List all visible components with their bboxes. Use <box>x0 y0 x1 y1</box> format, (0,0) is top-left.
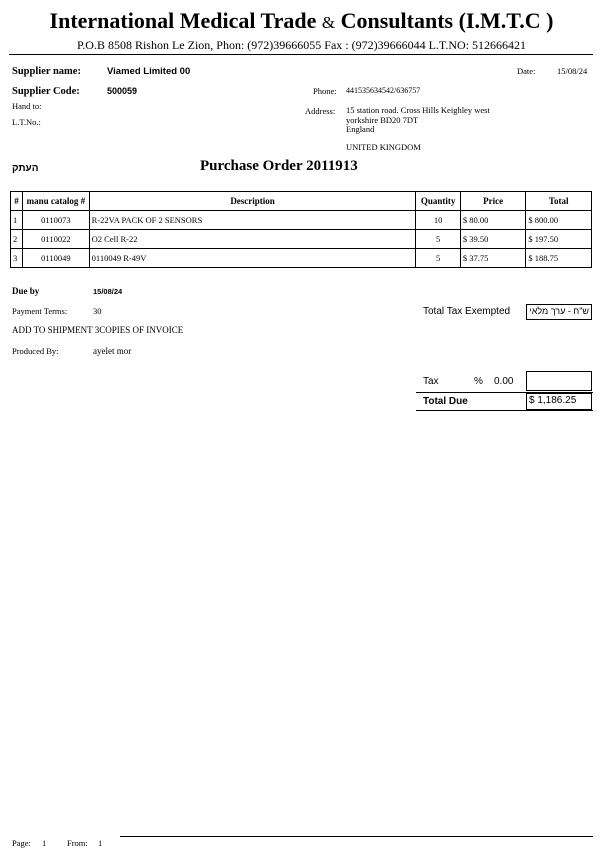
header-num: # <box>11 192 23 211</box>
tax-exempted-label: Total Tax Exempted <box>423 306 511 317</box>
address-block <box>346 106 490 135</box>
items-table <box>10 191 592 268</box>
header-divider <box>9 54 593 55</box>
row-quantity: 5 <box>416 230 460 249</box>
row-price: $ 39.50 <box>460 230 526 249</box>
row-quantity: 10 <box>416 211 460 230</box>
company-name <box>0 8 603 34</box>
row-num: 1 <box>11 211 23 230</box>
company-contact-line: P.O.B 8508 Rishon Le Zion, Phon: (972)39666055 Fax : (972)39666044 L.T.NO: 512666421 <box>76 38 527 52</box>
company-name-end: Consultants (I.M.T.C ) <box>340 8 554 33</box>
table-row <box>11 249 592 268</box>
supplier-code-label: Supplier Code: <box>12 86 80 97</box>
payment-terms-label: Payment Terms: <box>12 306 68 316</box>
produced-by-value: ayelet mor <box>93 346 132 356</box>
phone-value: 441535634542/636757 <box>346 86 421 95</box>
page-value: 1 <box>42 838 47 848</box>
row-catalog: 0110049 <box>23 249 90 268</box>
row-num: 2 <box>11 230 23 249</box>
from-value: 1 <box>98 838 103 848</box>
address-line-1: 15 station road. Cross Hills Keighley west <box>346 105 490 115</box>
supplier-code-value: 500059 <box>107 86 138 96</box>
row-description: O2 Cell R-22 <box>89 230 416 249</box>
purchase-order-title: Purchase Order 2011913 <box>200 158 358 174</box>
supplier-name-value: Viamed Limited 00 <box>107 66 191 77</box>
row-quantity: 5 <box>416 249 460 268</box>
total-due-label: Total Due <box>423 396 468 407</box>
header-description: Description <box>89 192 416 211</box>
produced-by-label: Produced By: <box>12 346 59 356</box>
header-total: Total <box>526 192 592 211</box>
row-num: 3 <box>11 249 23 268</box>
total-due-value: $ 1,186.25 <box>526 393 592 410</box>
hand-to-label: Hand to: <box>12 101 42 111</box>
header-price: Price <box>460 192 526 211</box>
table-row <box>11 211 592 230</box>
phone-label: Phone: <box>313 86 337 96</box>
tax-exempted-value: ש"ח - ערך מלאי <box>526 304 592 320</box>
row-total: $ 800.00 <box>526 211 592 230</box>
tax-percent-sign: % <box>474 376 483 387</box>
address-label: Address: <box>305 106 336 116</box>
from-label: From: <box>67 838 88 848</box>
row-catalog: 0110073 <box>23 211 90 230</box>
due-by-value: 15/08/24 <box>93 287 123 296</box>
table-row <box>11 230 592 249</box>
date-value: 15/08/24 <box>557 66 588 76</box>
header-catalog: manu catalog # <box>23 192 90 211</box>
footer-divider <box>120 836 593 837</box>
company-name-main: International Medical Trade <box>49 8 317 33</box>
totals-divider-bottom <box>416 410 593 411</box>
row-description: 0110049 R-49V <box>89 249 416 268</box>
row-price: $ 37.75 <box>460 249 526 268</box>
tax-amount-box <box>526 371 592 391</box>
shipment-note: ADD TO SHIPMENT 3COPIES OF INVOICE <box>12 325 184 335</box>
address-line-2: yorkshire BD20 7DT <box>346 114 419 125</box>
date-label: Date: <box>517 66 536 76</box>
row-total: $ 197.50 <box>526 230 592 249</box>
supplier-name-label: Supplier name: <box>12 66 81 77</box>
address-line-4: UNITED KINGDOM <box>346 142 421 152</box>
lt-no-label: L.T.No.: <box>12 117 41 127</box>
company-name-ampersand: & <box>321 13 336 32</box>
payment-terms-value: 30 <box>93 306 102 316</box>
row-catalog: 0110022 <box>23 230 90 249</box>
tax-label: Tax <box>423 376 439 387</box>
due-by-label: Due by <box>12 286 40 296</box>
page-label: Page: <box>12 838 31 848</box>
items-table-header <box>11 192 592 211</box>
row-description: R-22VA PACK OF 2 SENSORS <box>89 211 416 230</box>
row-price: $ 80.00 <box>460 211 526 230</box>
copy-label: העתק <box>12 163 39 174</box>
address-line-3: England <box>346 124 375 134</box>
tax-percent-value: 0.00 <box>494 376 514 387</box>
header-quantity: Quantity <box>416 192 460 211</box>
row-total: $ 188.75 <box>526 249 592 268</box>
